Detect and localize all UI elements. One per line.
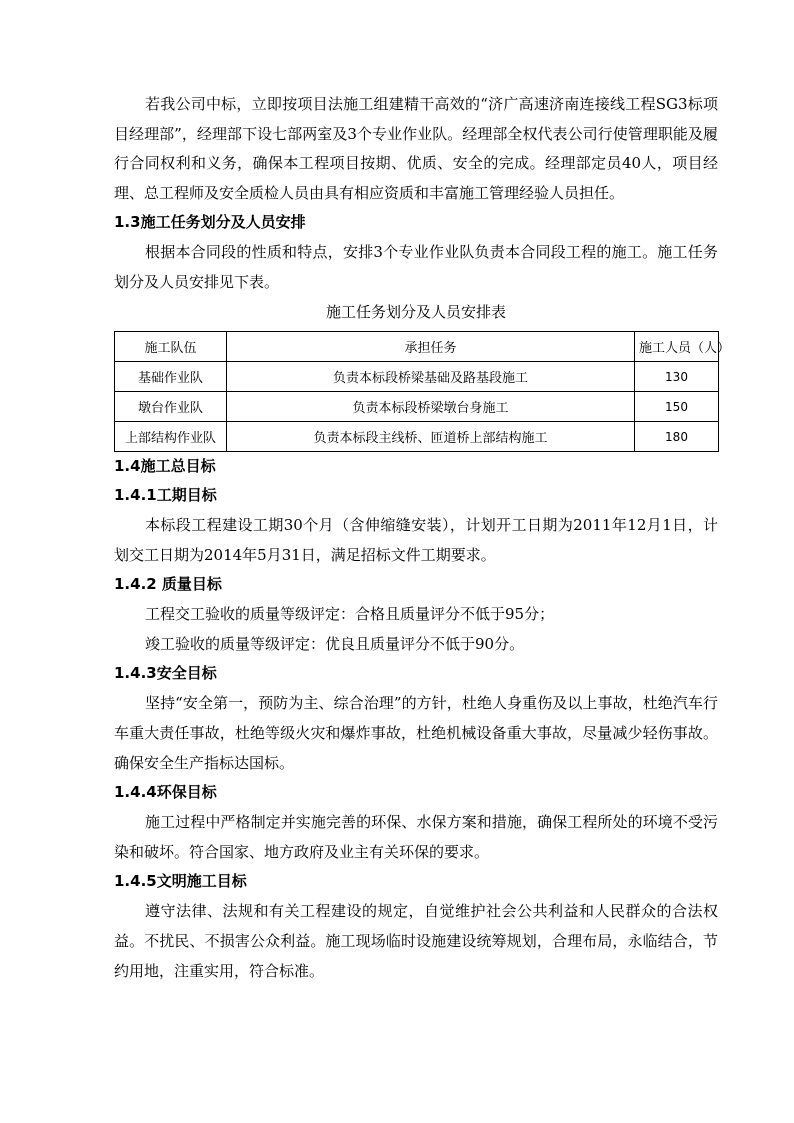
team-cell: 基础作业队 <box>115 362 227 392</box>
heading-1-4-5: 1.4.5文明施工目标 <box>114 872 247 890</box>
heading-1-4-1: 1.4.1工期目标 <box>114 486 217 504</box>
header-staff: 施工人员（人） <box>635 332 719 362</box>
heading-1-4: 1.4施工总目标 <box>114 457 216 475</box>
quality-paragraph-1: 工程交工验收的质量等级评定：合格且质量评分不低于95分； <box>145 605 555 623</box>
table-header-row <box>115 332 719 362</box>
heading-1-4-3: 1.4.3安全目标 <box>114 664 217 682</box>
heading-1-4-2: 1.4.2 质量目标 <box>114 575 222 593</box>
table-row <box>115 422 719 452</box>
environment-paragraph: 施工过程中严格制定并实施完善的环保、水保方案和措施，确保工程所处的环境不受污染和破坏。符合国家、地方政府及业主有关环保的要求。 <box>114 813 718 861</box>
team-cell: 上部结构作业队 <box>115 422 227 452</box>
document-body <box>114 90 731 986</box>
task-cell: 负责本标段桥梁基础及路基段施工 <box>227 362 635 392</box>
heading-1-4-4: 1.4.4环保目标 <box>114 783 217 801</box>
task-cell: 负责本标段主线桥、匝道桥上部结构施工 <box>227 422 635 452</box>
intro-paragraph: 若我公司中标，立即按项目法施工组建精干高效的“济广高速济南连接线工程SG3标项目经理部”，经理部下设七部两室及3个专业作业队。经理部全权代表公司行使管理职能及履行合同权利和义务，确保本工程项目按期、优质、安全的完成。经理部定员40人，项目经理、总工程师及安全质检人员由具有相应资质和丰富施工管理经验人员担任。 <box>114 95 718 202</box>
table-row <box>115 392 719 422</box>
safety-paragraph: 坚持“安全第一，预防为主、综合治理”的方针，杜绝人身重伤及以上事故，杜绝汽车行车重大责任事故，杜绝等级火灾和爆炸事故，杜绝机械设备重大事故，尽量减少轻伤事故。确保安全生产指标达国标。 <box>114 694 718 772</box>
heading-1-3: 1.3施工任务划分及人员安排 <box>114 213 306 231</box>
task-table <box>114 331 731 452</box>
staff-count-cell: 180 <box>635 422 719 452</box>
table-row <box>115 362 719 392</box>
task-cell: 负责本标段桥梁墩台身施工 <box>227 392 635 422</box>
header-team: 施工队伍 <box>115 332 227 362</box>
task-division-paragraph: 根据本合同段的性质和特点，安排3个专业作业队负责本合同段工程的施工。施工任务划分及人员安排见下表。 <box>114 243 718 291</box>
table-title: 施工任务划分及人员安排表 <box>325 303 506 321</box>
staff-count-cell: 150 <box>635 392 719 422</box>
quality-paragraph-2: 竣工验收的质量等级评定：优良且质量评分不低于90分。 <box>145 635 525 653</box>
team-cell: 墩台作业队 <box>115 392 227 422</box>
schedule-paragraph: 本标段工程建设工期30个月（含伸缩缝安装），计划开工日期为2011年12月1日，计划交工日期为2014年5月31日，满足招标文件工期要求。 <box>114 516 718 564</box>
header-task: 承担任务 <box>227 332 635 362</box>
staff-count-cell: 130 <box>635 362 719 392</box>
civilized-construction-paragraph: 遵守法律、法规和有关工程建设的规定，自觉维护社会公共利益和人民群众的合法权益。不扰民、不损害公众利益。施工现场临时设施建设统筹规划，合理布局，永临结合，节约用地，注重实用，符合标准。 <box>114 902 718 980</box>
